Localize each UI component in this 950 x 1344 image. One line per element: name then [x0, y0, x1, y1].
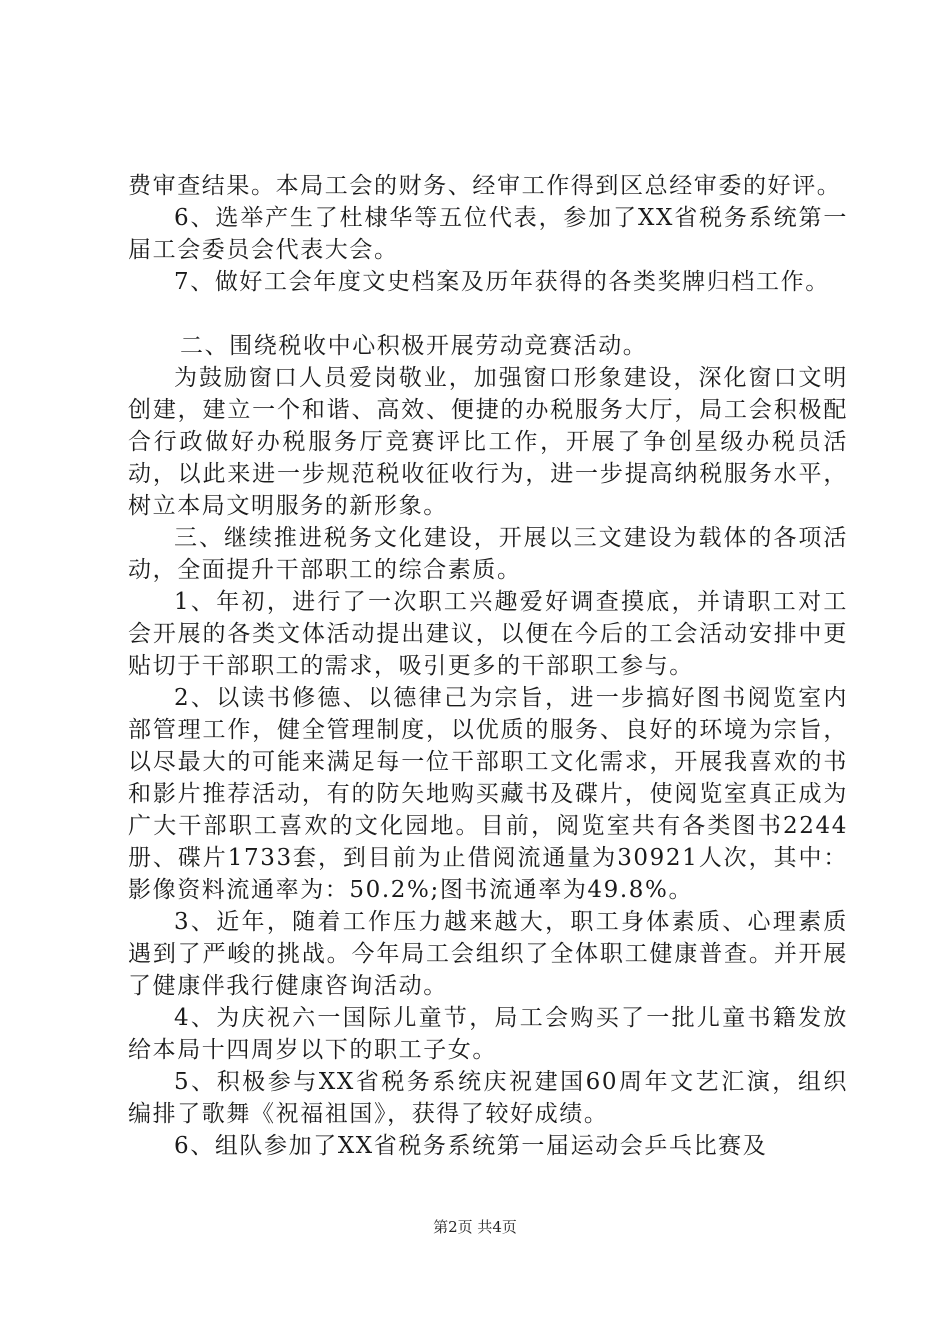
paragraph-audit-result: 费审查结果。本局工会的财务、经审工作得到区总经审委的好评。 — [128, 173, 842, 199]
paragraph-window-service: 为鼓励窗口人员爱岗敬业，加强窗口形象建设，深化窗口文明创建，建立一个和谐、高效、便捷的办税服务大厅，局工会积极配合行政做好办税服务厅竞赛评比工作，开展了争创星级办税员活动，以此来进一步规范税收征收行为，进一步提高纳税服务水平，树立本局文明服务的新形象。 — [128, 365, 848, 519]
paragraph-spacer — [128, 298, 848, 330]
section-heading-tax-culture: 三、继续推进税务文化建设，开展以三文建设为载体的各项活动，全面提升干部职工的综合素质。 — [128, 525, 848, 583]
paragraph-item-5-performance: 5、积极参与XX省税务系统庆祝建国60周年文艺汇演，组织编排了歌舞《祝福祖国》，获得了较好成绩。 — [128, 1069, 848, 1127]
paragraph-item-2-reading-room: 2、以读书修德、以德律己为宗旨，进一步搞好图书阅览室内部管理工作，健全管理制度，以优质的服务、良好的环境为宗旨，以尽最大的可能来满足每一位干部职工文化需求，开展我喜欢的书和影片推荐活动，有的防矢地购买藏书及碟片，使阅览室真正成为广大干部职工喜欢的文化园地。目前，阅览室共有各类图书2244册、碟片1733套，到目前为止借阅流通量为30921人次，其中：影像资料流通率为：50.2%;图书流通率为49.8%。 — [128, 685, 848, 903]
paragraph-item-7-archives: 7、做好工会年度文史档案及历年获得的各类奖牌归档工作。 — [174, 269, 830, 295]
paragraph-item-6-representatives: 6、选举产生了杜棣华等五位代表，参加了XX省税务系统第一届工会委员会代表大会。 — [128, 205, 848, 263]
paragraph-item-6-sports: 6、组队参加了XX省税务系统第一届运动会乒乓比赛及 — [174, 1133, 768, 1159]
page-number-footer: 第2页 共4页 — [433, 1218, 517, 1236]
paragraph-item-3-health: 3、近年，随着工作压力越来越大，职工身体素质、心理素质遇到了严峻的挑战。今年局工会组织了全体职工健康普查。并开展了健康伴我行健康咨询活动。 — [128, 909, 848, 999]
section-heading-labor-competition: 二、围绕税收中心积极开展劳动竞赛活动。 — [180, 333, 648, 359]
document-body — [128, 170, 848, 1162]
paragraph-item-4-childrens-day: 4、为庆祝六一国际儿童节，局工会购买了一批儿童书籍发放给本局十四周岁以下的职工子女。 — [128, 1005, 848, 1063]
paragraph-item-1-survey: 1、年初，进行了一次职工兴趣爱好调查摸底，并请职工对工会开展的各类文体活动提出建议，以便在今后的工会活动安排中更贴切于干部职工的需求，吸引更多的干部职工参与。 — [128, 589, 848, 679]
